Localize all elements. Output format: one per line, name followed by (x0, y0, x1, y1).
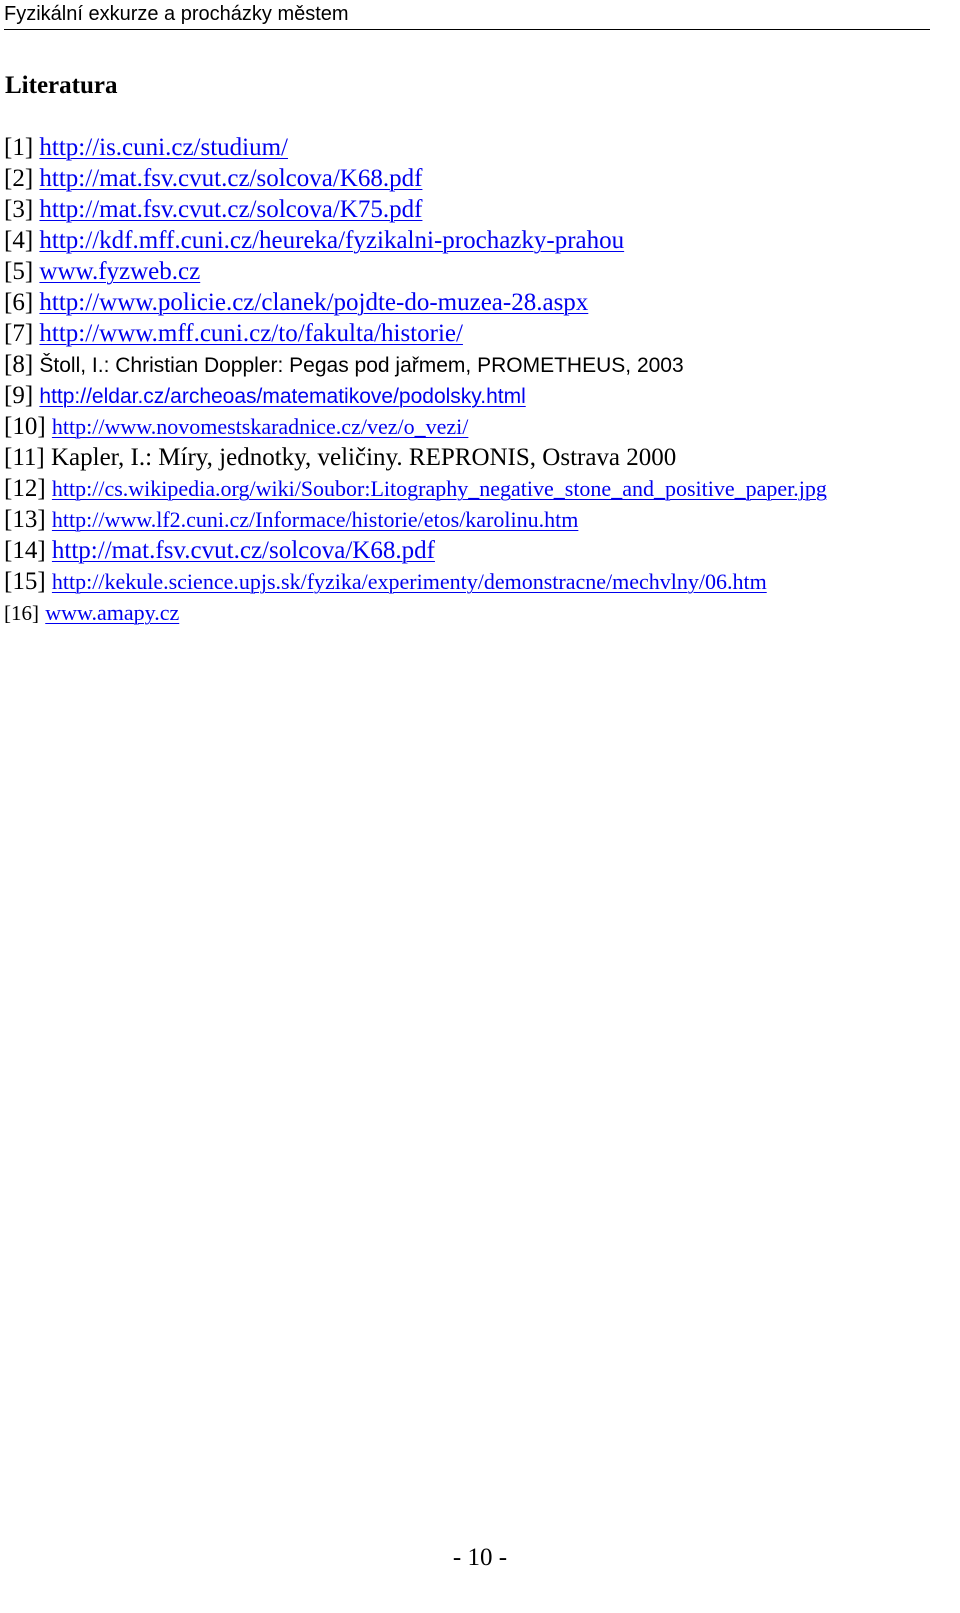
reference-link[interactable]: http://kdf.mff.cuni.cz/heureka/fyzikalni-prochazky-prahou (39, 227, 625, 254)
reference-item-16 (4, 597, 934, 628)
reference-number: [2] (4, 165, 34, 192)
reference-number: [16] (4, 601, 39, 625)
reference-link[interactable]: http://www.mff.cuni.cz/to/fakulta/historie/ (39, 320, 463, 347)
reference-number: [7] (4, 320, 34, 347)
reference-item-14 (4, 535, 934, 566)
reference-link[interactable]: http://mat.fsv.cvut.cz/solcova/K68.pdf (51, 537, 435, 564)
reference-number: [14] (4, 537, 46, 564)
reference-item-1 (4, 132, 934, 163)
reference-link[interactable]: http://kekule.science.upjs.sk/fyzika/experimenty/demonstracne/mechvlny/06.htm (51, 569, 767, 594)
page-number: - 10 - (452, 1544, 508, 1571)
reference-number: [6] (4, 289, 34, 316)
reference-citation: Štoll, I.: Christian Doppler: Pegas pod jařmem, PROMETHEUS, 2003 (39, 354, 684, 377)
reference-item-12 (4, 473, 934, 504)
reference-number: [5] (4, 258, 34, 285)
reference-number: [15] (4, 568, 46, 595)
running-header (4, 0, 930, 30)
reference-link[interactable]: http://www.novomestskaradnice.cz/vez/o_vezi/ (51, 414, 469, 439)
section-heading: Literatura (5, 72, 118, 99)
reference-number: [4] (4, 227, 34, 254)
reference-item-13 (4, 504, 934, 535)
reference-list (4, 132, 934, 628)
reference-link[interactable]: http://mat.fsv.cvut.cz/solcova/K68.pdf (39, 165, 423, 192)
reference-item-11 (4, 442, 934, 473)
reference-item-10 (4, 411, 934, 442)
reference-number: [11] (4, 444, 45, 471)
reference-link[interactable]: http://www.lf2.cuni.cz/Informace/historie/etos/karolinu.htm (51, 507, 579, 532)
reference-number: [10] (4, 413, 46, 440)
reference-link[interactable]: http://www.policie.cz/clanek/pojdte-do-muzea-28.aspx (39, 289, 589, 316)
reference-item-3 (4, 194, 934, 225)
reference-link[interactable]: www.amapy.cz (45, 600, 180, 625)
document-title: Fyzikální exkurze a procházky městem (4, 3, 349, 25)
reference-item-7 (4, 318, 934, 349)
reference-item-5 (4, 256, 934, 287)
reference-link[interactable]: www.fyzweb.cz (39, 258, 201, 285)
reference-number: [13] (4, 506, 46, 533)
reference-link[interactable]: http://is.cuni.cz/studium/ (39, 134, 289, 161)
reference-link[interactable]: http://eldar.cz/archeoas/matematikove/podolsky.html (39, 385, 526, 408)
reference-item-15 (4, 566, 934, 597)
reference-item-9 (4, 380, 934, 411)
reference-number: [12] (4, 475, 46, 502)
reference-citation: Kapler, I.: Míry, jednotky, veličiny. REPRONIS, Ostrava 2000 (50, 444, 677, 471)
reference-number: [9] (4, 382, 34, 409)
reference-item-8 (4, 349, 934, 380)
reference-number: [8] (4, 351, 34, 378)
reference-number: [3] (4, 196, 34, 223)
reference-number: [1] (4, 134, 34, 161)
reference-item-4 (4, 225, 934, 256)
reference-item-2 (4, 163, 934, 194)
reference-item-6 (4, 287, 934, 318)
reference-link[interactable]: http://mat.fsv.cvut.cz/solcova/K75.pdf (39, 196, 423, 223)
reference-link[interactable]: http://cs.wikipedia.org/wiki/Soubor:Litography_negative_stone_and_positive_paper.jpg (51, 476, 827, 501)
